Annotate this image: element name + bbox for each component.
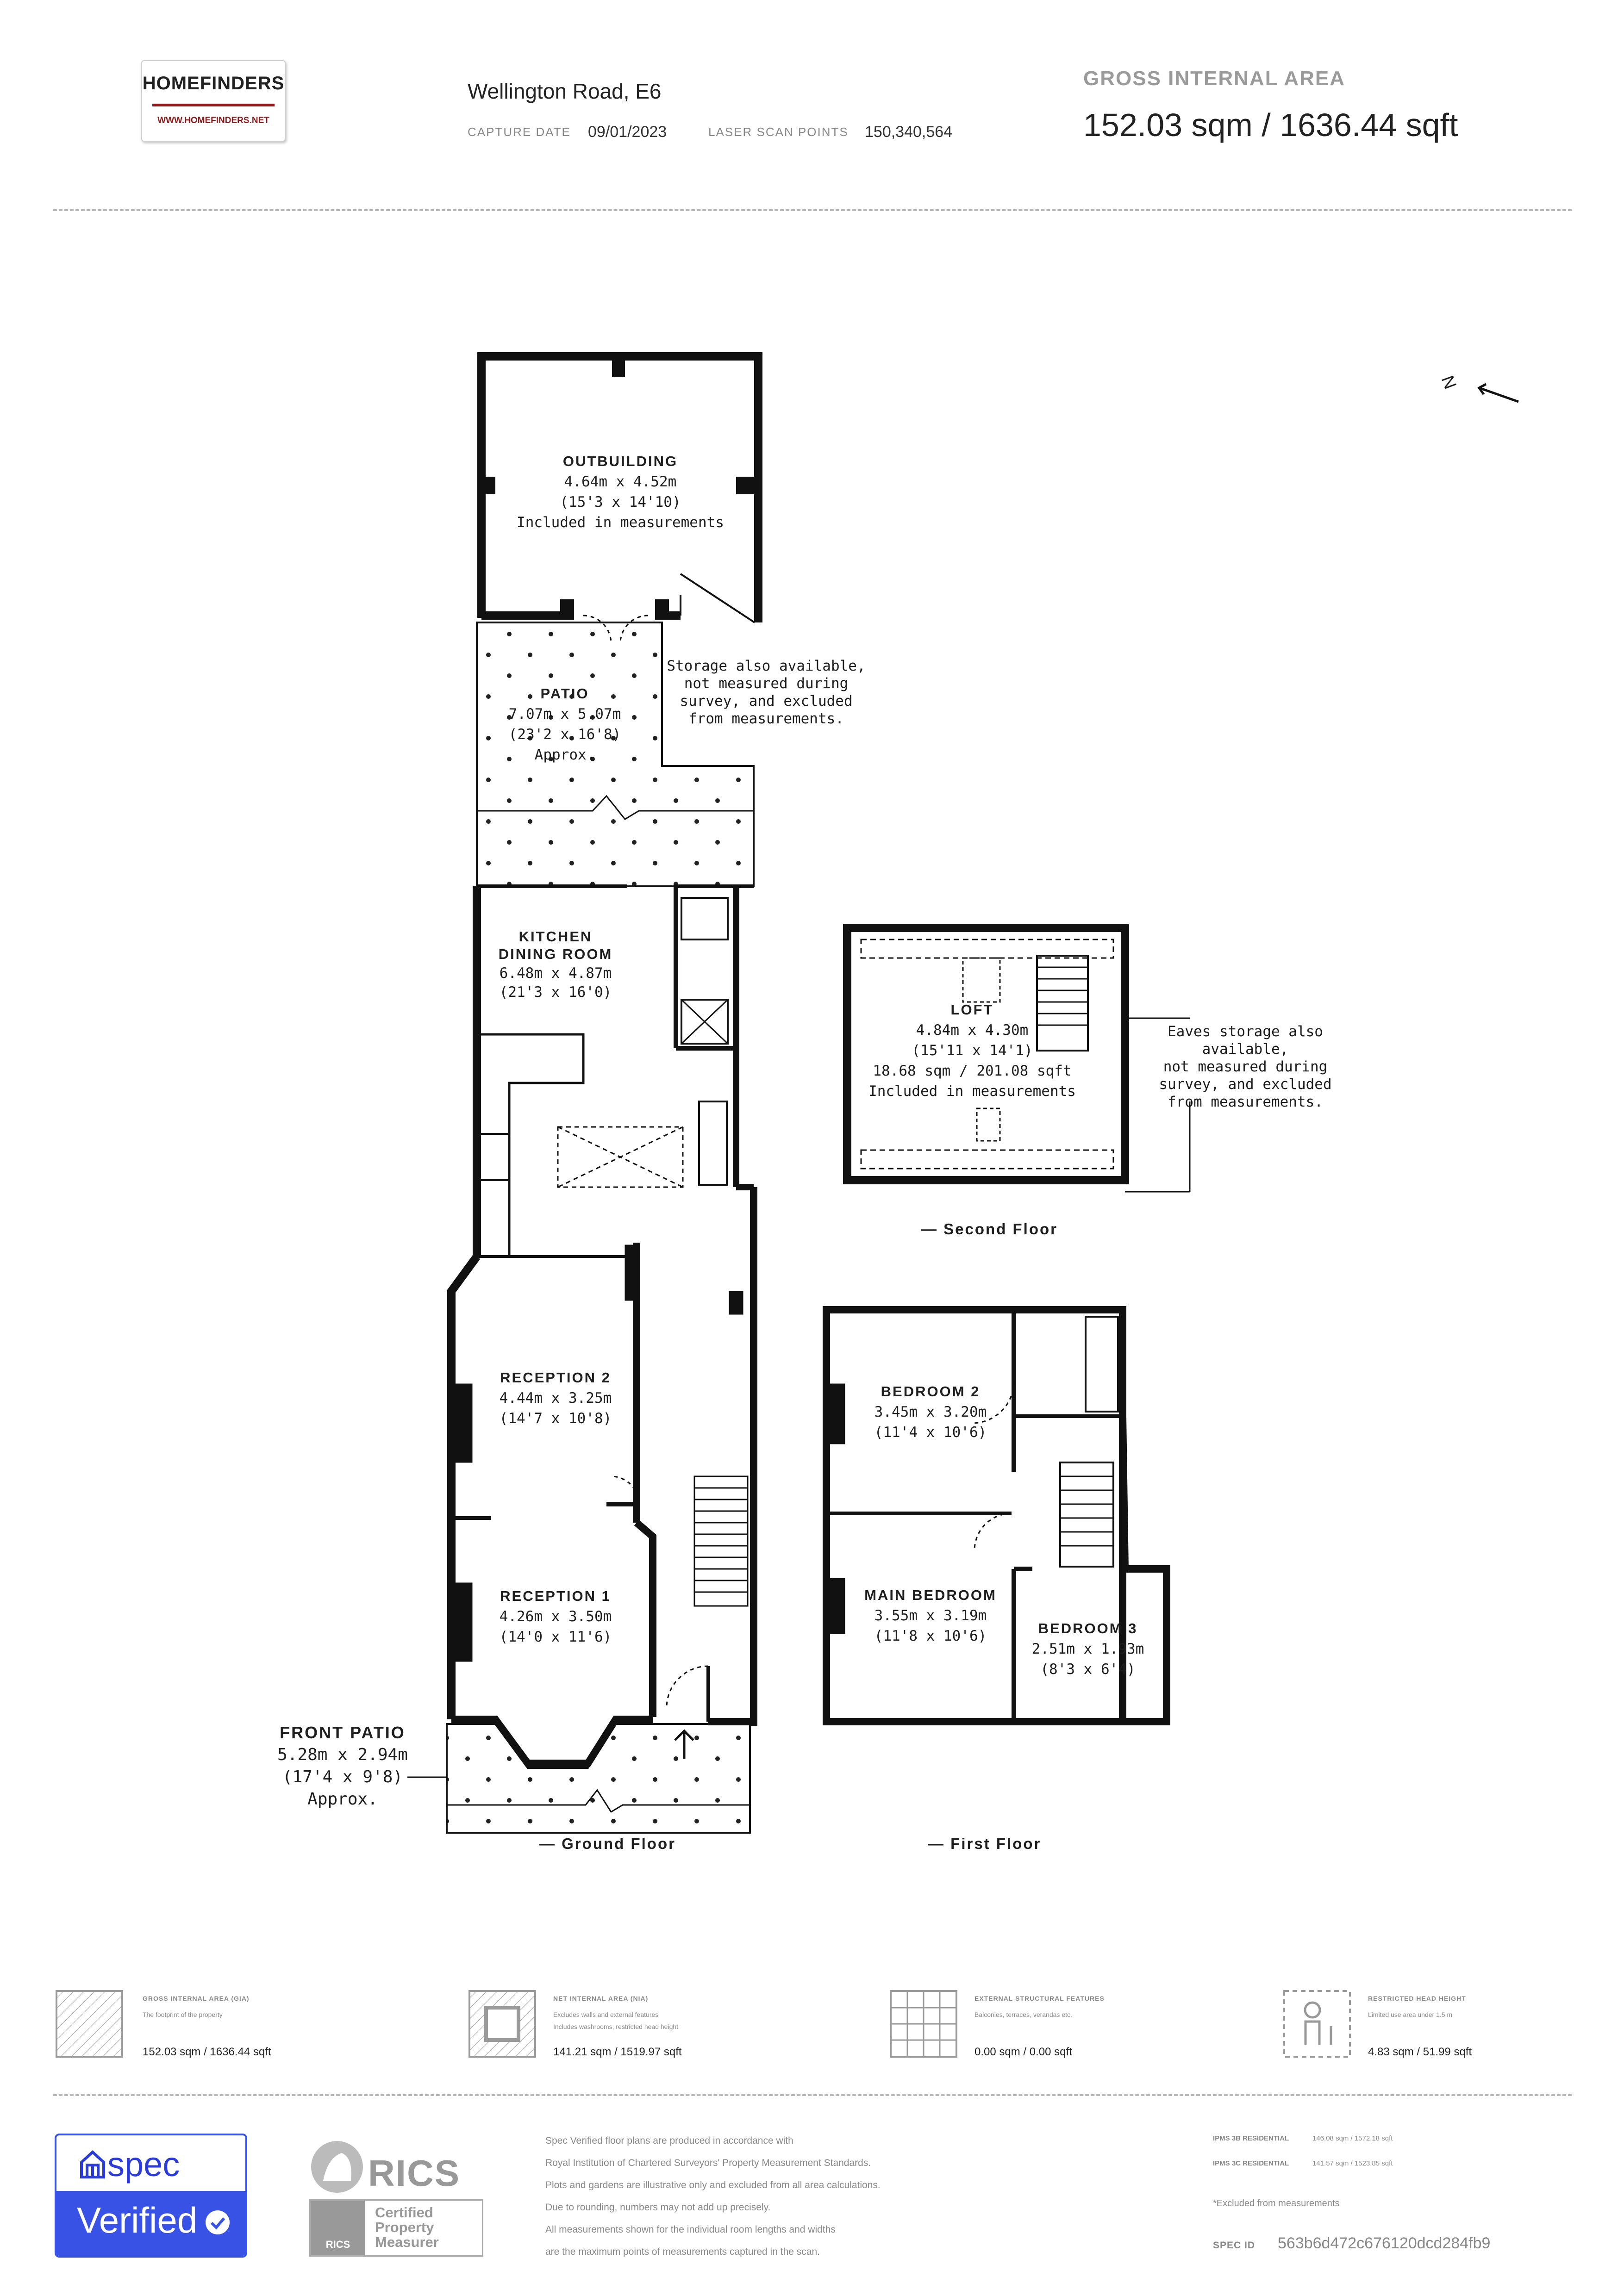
legend-gia-title: GROSS INTERNAL AREA (GIA)	[143, 1995, 250, 2002]
spec-logo	[56, 2135, 245, 2191]
kitchen-imperial: (21'3 x 16'0)	[499, 984, 612, 1001]
storage-note-line: from measurements.	[688, 710, 844, 727]
room-patio	[477, 684, 653, 765]
reception-2-imperial: (14'7 x 10'8)	[499, 1410, 612, 1427]
main-bedroom-name: MAIN BEDROOM	[864, 1587, 997, 1603]
eaves-note-line: Eaves storage also available,	[1168, 1023, 1323, 1058]
eaves-note-line: not measured during	[1163, 1058, 1328, 1075]
dining-room-name: DINING ROOM	[498, 946, 613, 962]
patio-name: PATIO	[540, 685, 589, 702]
eaves-note-line: survey, and excluded	[1159, 1076, 1332, 1093]
front-patio-note: Approx.	[307, 1790, 378, 1809]
verified-banner	[56, 2191, 245, 2256]
legend-external-value: 0.00 sqm / 0.00 sqft	[974, 2046, 1072, 2058]
head-height-legend-icon	[1282, 1989, 1352, 2059]
spec-word: spec	[107, 2145, 180, 2184]
legend-nia-desc-line: Includes washrooms, restricted head height	[553, 2023, 679, 2030]
legend-nia-value: 141.21 sqm / 1519.97 sqft	[553, 2046, 682, 2058]
storage-note-line: survey, and excluded	[680, 693, 853, 709]
rics-cert-line: Certified	[375, 2204, 433, 2221]
bedroom-3-dimensions: 2.51m x 1.93m	[1031, 1641, 1144, 1657]
ipms-3c-label: IPMS 3C RESIDENTIAL	[1213, 2159, 1289, 2167]
outbuilding-name: OUTBUILDING	[562, 453, 678, 469]
spec-id-label: SPEC ID	[1213, 2240, 1255, 2251]
legend-gia-desc: The footprint of the property	[143, 2011, 223, 2018]
patio-dimensions: 7.07m x 5.07m	[508, 706, 621, 722]
disclaimer-line: Due to rounding, numbers may not add up precisely.	[545, 2202, 771, 2213]
room-loft	[856, 1000, 1088, 1101]
loft-dimensions: 4.84m x 4.30m	[916, 1022, 1029, 1039]
legend-headheight-desc: Limited use area under 1.5 m	[1368, 2011, 1453, 2018]
room-bedroom-2	[852, 1381, 1009, 1443]
legend-nia-desc-line: Excludes walls and external features	[553, 2011, 659, 2018]
front-patio-name: FRONT PATIO	[280, 1723, 406, 1742]
rics-lion-icon	[309, 2139, 365, 2195]
eaves-note-line: from measurements.	[1168, 1094, 1323, 1110]
storage-note-line: not measured during	[684, 675, 849, 692]
ground-floor-label: — Ground Floor	[539, 1835, 676, 1852]
reception-1-dimensions: 4.26m x 3.50m	[499, 1608, 612, 1625]
outbuilding-note: Included in measurements	[517, 514, 724, 531]
storage-note-line: Storage also available,	[667, 658, 866, 674]
loft-area: 18.68 sqm / 201.08 sqft	[873, 1063, 1072, 1079]
room-kitchen-dining	[481, 928, 630, 1001]
room-main-bedroom	[847, 1585, 1014, 1646]
loft-imperial: (15'11 x 14'1)	[912, 1042, 1033, 1059]
eaves-note	[1130, 1023, 1361, 1111]
ipms-3b-value: 146.08 sqm / 1572.18 sqft	[1312, 2134, 1393, 2142]
disclaimer	[545, 2130, 881, 2263]
house-icon	[80, 2150, 106, 2179]
disclaimer-line: are the maximum points of measurements captured in the scan.	[545, 2246, 820, 2257]
room-bedroom-3	[1014, 1618, 1162, 1680]
rics-cert-line: Property	[375, 2219, 434, 2235]
outbuilding-imperial: (15'3 x 14'10)	[560, 494, 681, 510]
gia-label: GROSS INTERNAL AREA	[1083, 67, 1346, 90]
disclaimer-line: All measurements shown for the individual room lengths and widths	[545, 2224, 836, 2235]
main-bedroom-imperial: (11'8 x 10'6)	[874, 1628, 987, 1644]
bedroom-2-dimensions: 3.45m x 3.20m	[874, 1404, 987, 1420]
rics-certified-text	[375, 2205, 439, 2250]
kitchen-name: KITCHEN	[518, 928, 593, 945]
reception-2-name: RECEPTION 2	[500, 1369, 611, 1386]
legend-nia-title: NET INTERNAL AREA (NIA)	[553, 1995, 649, 2002]
rics-wordmark: RICS	[368, 2153, 461, 2194]
room-front-patio	[259, 1722, 426, 1811]
brand-name: HOMEFINDERS	[142, 73, 285, 93]
capture-date-value: 09/01/2023	[588, 123, 667, 141]
ipms-3b-label: IPMS 3B RESIDENTIAL	[1213, 2134, 1289, 2142]
outbuilding-dimensions: 4.64m x 4.52m	[564, 473, 677, 490]
rics-small-mark: RICS	[311, 2201, 365, 2255]
disclaimer-line: Spec Verified floor plans are produced in accordance with	[545, 2135, 793, 2146]
legend-external-title: EXTERNAL STRUCTURAL FEATURES	[974, 1995, 1105, 2002]
reception-1-name: RECEPTION 1	[500, 1588, 611, 1604]
capture-date-label: CAPTURE DATE	[468, 125, 571, 139]
property-address: Wellington Road, E6	[468, 79, 662, 103]
legend-headheight-value: 4.83 sqm / 51.99 sqft	[1368, 2046, 1472, 2058]
first-floor-label: — First Floor	[928, 1835, 1042, 1852]
patio-note: Approx.	[534, 747, 595, 763]
check-circle-icon	[205, 2209, 231, 2235]
excluded-note: *Excluded from measurements	[1213, 2198, 1340, 2209]
legend-gia-value: 152.03 sqm / 1636.44 sqft	[143, 2046, 271, 2058]
spec-verified-badge	[55, 2134, 247, 2258]
reception-1-imperial: (14'0 x 11'6)	[499, 1629, 612, 1645]
rics-cert-line: Measurer	[375, 2234, 439, 2250]
disclaimer-line: Plots and gardens are illustrative only and excluded from all area calculations.	[545, 2180, 881, 2190]
footer-divider	[53, 2094, 1572, 2096]
gia-value: 152.03 sqm / 1636.44 sqft	[1083, 107, 1458, 143]
bedroom-3-name: BEDROOM 3	[1038, 1620, 1138, 1636]
legend-external-desc: Balconies, terraces, verandas etc.	[974, 2011, 1072, 2018]
room-reception-1	[463, 1586, 648, 1647]
storage-note	[662, 657, 870, 728]
external-features-legend-icon	[889, 1989, 958, 2059]
verified-text: Verified	[77, 2200, 198, 2240]
scan-points-label: LASER SCAN POINTS	[708, 125, 849, 139]
bedroom-2-imperial: (11'4 x 10'6)	[874, 1424, 987, 1441]
patio-imperial: (23'2 x 16'8)	[508, 726, 621, 743]
loft-name: LOFT	[950, 1002, 994, 1018]
disclaimer-line: Royal Institution of Chartered Surveyors' Property Measurement Standards.	[545, 2158, 871, 2168]
scan-points-value: 150,340,564	[865, 123, 953, 141]
legend-nia-desc	[553, 2009, 701, 2033]
loft-note: Included in measurements	[868, 1083, 1076, 1100]
front-patio-dimensions: 5.28m x 2.94m	[277, 1745, 408, 1764]
legend-headheight-title: RESTRICTED HEAD HEIGHT	[1368, 1995, 1466, 2002]
bedroom-2-name: BEDROOM 2	[881, 1383, 981, 1400]
compass-north-label: N	[1437, 373, 1460, 392]
front-patio-imperial: (17'4 x 9'8)	[282, 1767, 403, 1786]
spec-id-value: 563b6d472c676120dcd284fb9	[1278, 2234, 1491, 2252]
room-outbuilding	[481, 451, 759, 533]
bedroom-3-imperial: (8'3 x 6'4)	[1040, 1661, 1136, 1678]
compass-arrow-icon	[1479, 384, 1518, 402]
room-reception-2	[463, 1368, 648, 1429]
ipms-3c-value: 141.57 sqm / 1523.85 sqft	[1312, 2159, 1393, 2167]
reception-2-dimensions: 4.44m x 3.25m	[499, 1390, 612, 1406]
gia-legend-icon	[55, 1989, 124, 2059]
main-bedroom-dimensions: 3.55m x 3.19m	[874, 1607, 987, 1624]
second-floor-label: — Second Floor	[921, 1220, 1058, 1238]
nia-legend-icon	[468, 1989, 537, 2059]
brand-url: WWW.HOMEFINDERS.NET	[157, 116, 269, 125]
kitchen-dimensions: 6.48m x 4.87m	[499, 965, 612, 982]
